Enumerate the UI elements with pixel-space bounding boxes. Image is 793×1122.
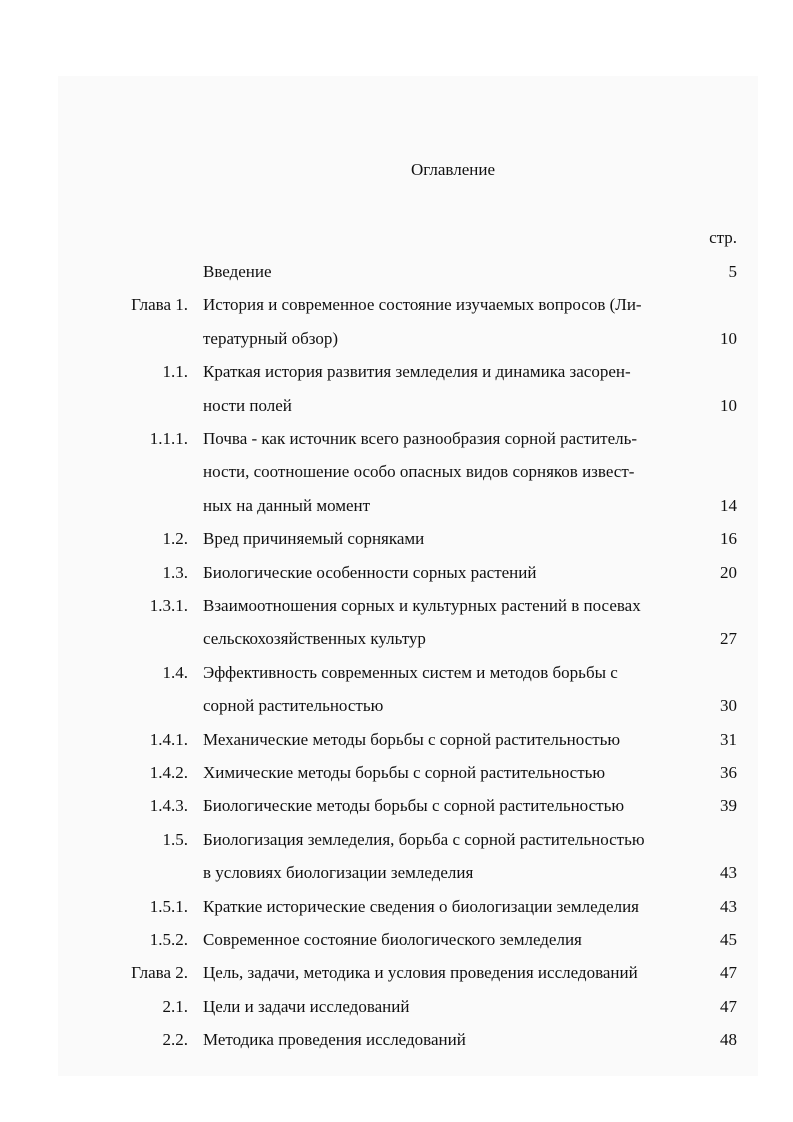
- toc-entry-text: История и современное состояние изучаемых вопросов (Ли-: [203, 295, 642, 315]
- toc-entry-text: Химические методы борьбы с сорной растительностью: [203, 763, 606, 782]
- toc-entry-text: сорной растительностью: [203, 696, 384, 716]
- toc-entry-number: 2.2.: [162, 1030, 188, 1050]
- toc-entry-page: 47: [720, 963, 737, 983]
- toc-entry-text: Биологические методы борьбы с сорной растительностью: [203, 796, 625, 816]
- toc-entry-text: Механические методы борьбы с сорной растительностью: [203, 729, 621, 749]
- toc-entry-text: тературный обзор): [203, 328, 339, 348]
- toc-entry-number: 1.4.: [162, 662, 188, 682]
- toc-entry-page: 43: [720, 896, 737, 916]
- toc-entry-text: Современное состояние биологического земледелия: [203, 930, 582, 949]
- toc-entry-number: Глава 2.: [131, 963, 188, 983]
- toc-entry-text: Биологические особенности сорных растений: [203, 562, 537, 582]
- toc-entry-page: 30: [720, 696, 737, 716]
- toc-entry-page: 14: [720, 495, 737, 515]
- toc-entry-page: 45: [720, 930, 737, 949]
- toc-entry-number: 1.1.1.: [149, 429, 188, 448]
- toc-entry-text: Краткие исторические сведения о биологизации земледелия: [203, 896, 639, 916]
- toc-entry-text: Методика проведения исследований: [203, 1030, 466, 1050]
- toc-entry-number: 1.4.1.: [149, 729, 188, 749]
- toc-entry-text: в условиях биологизации земледелия: [203, 863, 474, 883]
- toc-entry-page: 10: [720, 395, 737, 415]
- toc-entry-text: сельскохозяйственных культур: [203, 629, 426, 649]
- toc-entry-text: ных на данный момент: [203, 495, 371, 515]
- toc-entry-text: Эффективность современных систем и методов борьбы с: [203, 662, 618, 682]
- toc-entry-number: 1.3.: [162, 562, 188, 582]
- toc-entry-page: 10: [720, 328, 737, 348]
- toc-entry-number: 1.5.1.: [149, 896, 188, 916]
- toc-entry-number: 1.1.: [162, 362, 188, 382]
- toc-entry-page: 43: [720, 863, 737, 883]
- toc-entry-text: Краткая история развития земледелия и динамика засорен-: [203, 362, 631, 382]
- toc-entry-page: 27: [720, 629, 737, 649]
- toc-entry-page: 36: [720, 763, 737, 782]
- toc-entry-text: Взаимоотношения сорных и культурных растений в посевах: [203, 596, 641, 615]
- page-column-label: стр.: [709, 228, 737, 247]
- toc-entry-number: 1.5.2.: [149, 930, 188, 949]
- toc-entry-text: Вред причиняемый сорняками: [203, 529, 425, 549]
- toc-entry-number: 2.1.: [162, 996, 188, 1016]
- toc-entry-text: ности, соотношение особо опасных видов сорняков извест-: [203, 462, 635, 482]
- toc-entry-number: 1.5.: [162, 829, 188, 849]
- toc-entry-number: 1.4.3.: [149, 796, 188, 816]
- toc-entry-page: 20: [720, 562, 737, 582]
- toc-entry-page: 39: [720, 796, 737, 816]
- toc-entry-number: 1.3.1.: [149, 596, 188, 615]
- toc-entry-page: 47: [720, 996, 737, 1016]
- toc-entry-number: 1.4.2.: [149, 763, 188, 782]
- toc-entry-text: ности полей: [203, 395, 292, 415]
- toc-entry-number: 1.2.: [162, 529, 188, 549]
- toc-entry-number: Глава 1.: [131, 295, 188, 315]
- toc-entry-page: 48: [720, 1030, 737, 1050]
- toc-entry-page: 31: [720, 729, 737, 749]
- toc-entry-page: 16: [720, 529, 737, 549]
- page-title: Оглавление: [411, 160, 495, 179]
- toc-entry-text: Биологизация земледелия, борьба с сорной растительностью: [203, 829, 645, 849]
- toc-entry-text: Цель, задачи, методика и условия проведения исследований: [203, 963, 638, 983]
- toc-entry-page: 5: [728, 262, 737, 281]
- toc-entry-text: Почва - как источник всего разнообразия сорной раститель-: [203, 429, 638, 448]
- toc-entry-text: Введение: [203, 262, 272, 281]
- toc-entry-text: Цели и задачи исследований: [203, 996, 410, 1016]
